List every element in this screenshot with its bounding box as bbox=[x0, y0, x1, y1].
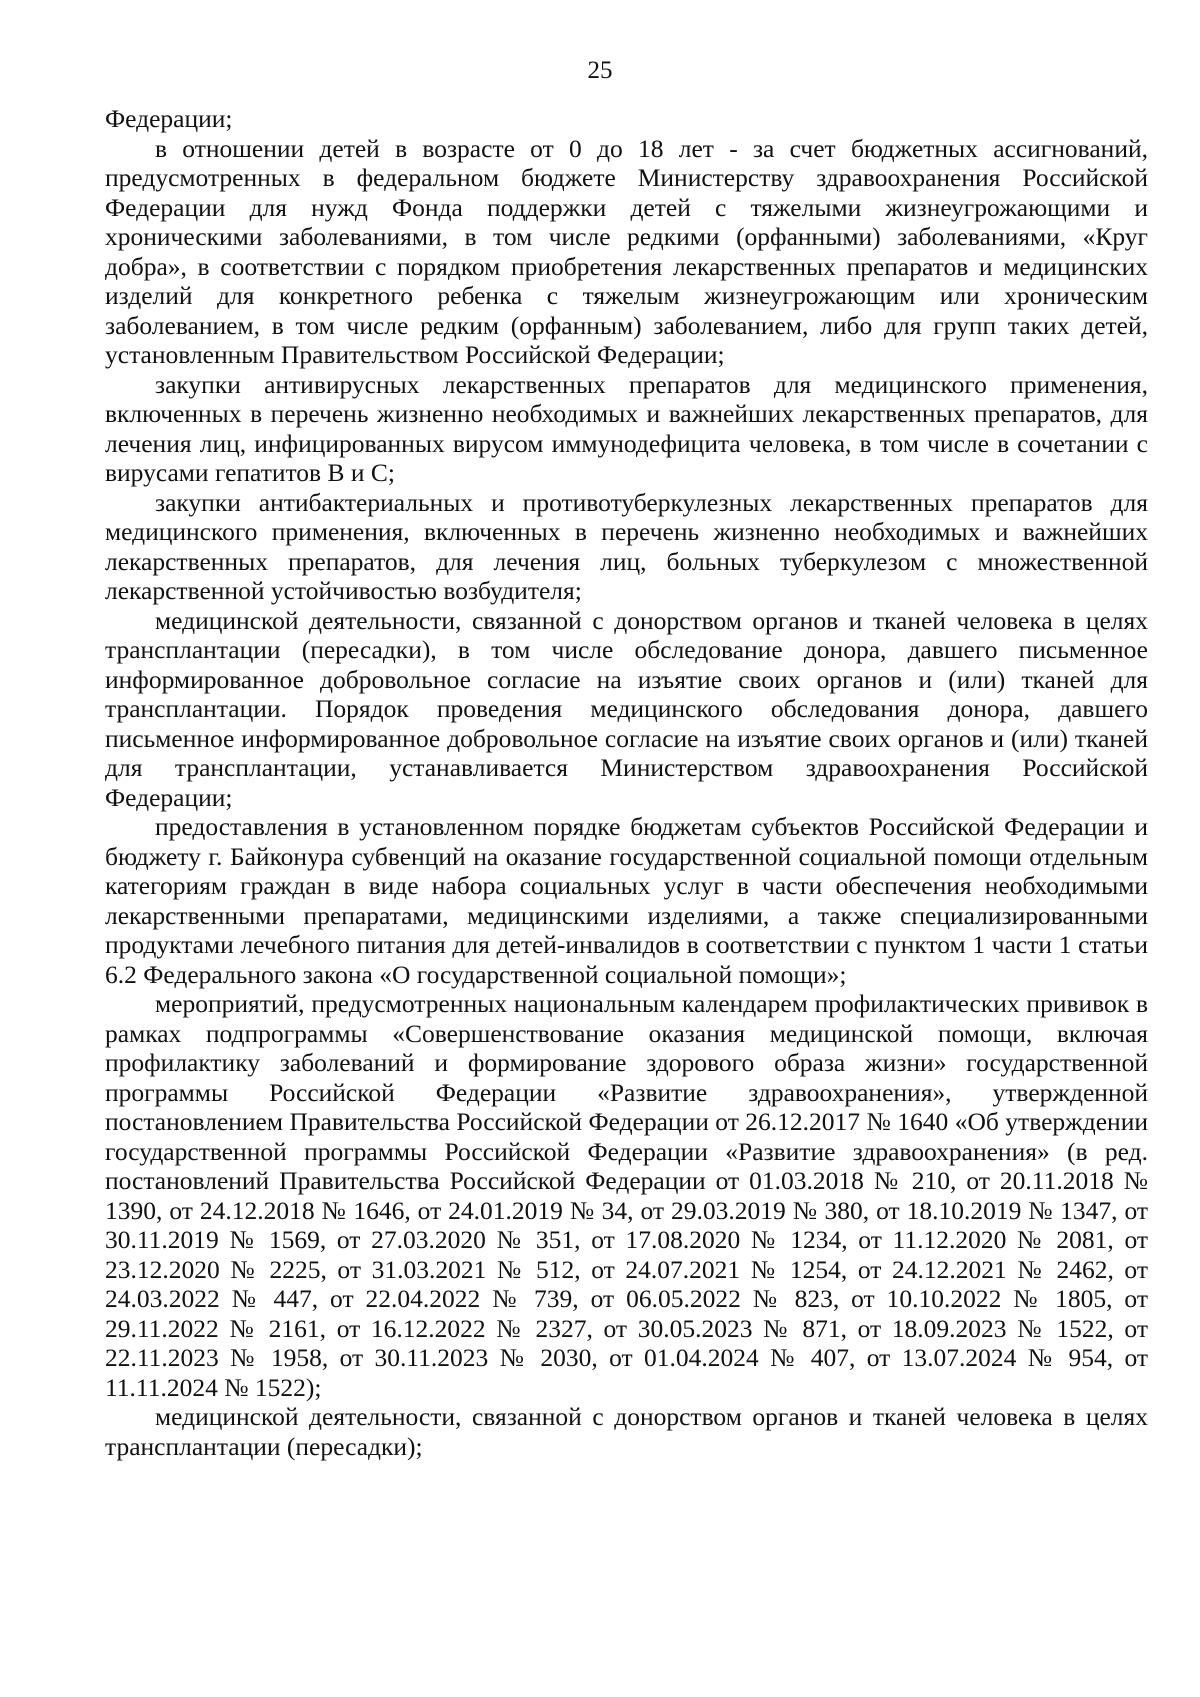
paragraph-transplantation: медицинской деятельности, связанной с донорством органов и тканей человека в целях трансплантации (пересадки); bbox=[105, 1402, 1148, 1461]
paragraph-antibacterial-procurement: закупки антибактериальных и противотуберкулезных лекарственных препаратов для медицинского применения, включенных в перечень жизненно необходимых и важнейших лекарственных препаратов, для лечения лиц, больных туберкулезом с множественной лекарственной устойчивостью возбудителя; bbox=[105, 487, 1148, 605]
page-number: 25 bbox=[587, 57, 613, 84]
document-body bbox=[105, 104, 1148, 1461]
paragraph-continuation: Федерации; bbox=[105, 104, 233, 133]
paragraph-vaccination-calendar: мероприятий, предусмотренных национальным календарем профилактических прививок в рамках подпрограммы «Совершенствование оказания медицинской помощи, включая профилактику заболеваний и формирование здорового образа жизни» государственной программы Российской Федерации «Развитие здравоохранения», утвержденной постановлением Правительства Российской Федерации от 26.12.2017 № 1640 «Об утверждении государственной программы Российской Федерации «Развитие здравоохранения» (в ред. постановлений Правительства Российской Федерации от 01.03.2018 № 210, от 20.11.2018 № 1390, от 24.12.2018 № 1646, от 24.01.2019 № 34, от 29.03.2019 № 380, от 18.10.2019 № 1347, от 30.11.2019 № 1569, от 27.03.2020 № 351, от 17.08.2020 № 1234, от 11.12.2020 № 2081, от 23.12.2020 № 2225, от 31.03.2021 № 512, от 24.07.2021 № 1254, от 24.12.2021 № 2462, от 24.03.2022 № 447, от 22.04.2022 № 739, от 06.05.2022 № 823, от 10.10.2022 № 1805, от 29.11.2022 № 2161, от 16.12.2022 № 2327, от 30.05.2023 № 871, от 18.09.2023 № 1522, от 22.11.2023 № 1958, от 30.11.2023 № 2030, от 01.04.2024 № 407, от 13.07.2024 № 954, от 11.11.2024 № 1522); bbox=[105, 989, 1148, 1402]
paragraph-antiviral-procurement: закупки антивирусных лекарственных препаратов для медицинского применения, включенных в перечень жизненно необходимых и важнейших лекарственных препаратов, для лечения лиц, инфицированных вирусом иммунодефицита человека, в том числе в сочетании с вирусами гепатитов В и С; bbox=[105, 369, 1148, 487]
paragraph-subventions: предоставления в установленном порядке бюджетам субъектов Российской Федерации и бюджету г. Байконура субвенций на оказание государственной социальной помощи отдельным категориям граждан в виде набора социальных услуг в части обеспечения необходимыми лекарственными препаратами, медицинскими изделиями, а также специализированными продуктами лечебного питания для детей-инвалидов в соответствии с пунктом 1 части 1 статьи 6.2 Федерального закона «О государственной социальной помощи»; bbox=[105, 812, 1148, 989]
paragraph-organ-donation: медицинской деятельности, связанной с донорством органов и тканей человека в целях трансплантации (пересадки), в том числе обследование донора, давшего письменное информированное добровольное согласие на изъятие своих органов и (или) тканей для трансплантации. Порядок проведения медицинского обследования донора, давшего письменное информированное добровольное согласие на изъятие своих органов и (или) тканей для трансплантации, устанавливается Министерством здравоохранения Российской Федерации; bbox=[105, 605, 1148, 812]
paragraph-children-funding: в отношении детей в возрасте от 0 до 18 лет - за счет бюджетных ассигнований, предусмотренных в федеральном бюджете Министерству здравоохранения Российской Федерации для нужд Фонда поддержки детей с тяжелыми жизнеугрожающими и хроническими заболеваниями, в том числе редкими (орфанными) заболеваниями, «Круг добра», в соответствии с порядком приобретения лекарственных препаратов и медицинских изделий для конкретного ребенка с тяжелым жизнеугрожающим или хроническим заболеванием, в том числе редким (орфанным) заболеванием, либо для групп таких детей, установленным Правительством Российской Федерации; bbox=[105, 133, 1148, 369]
